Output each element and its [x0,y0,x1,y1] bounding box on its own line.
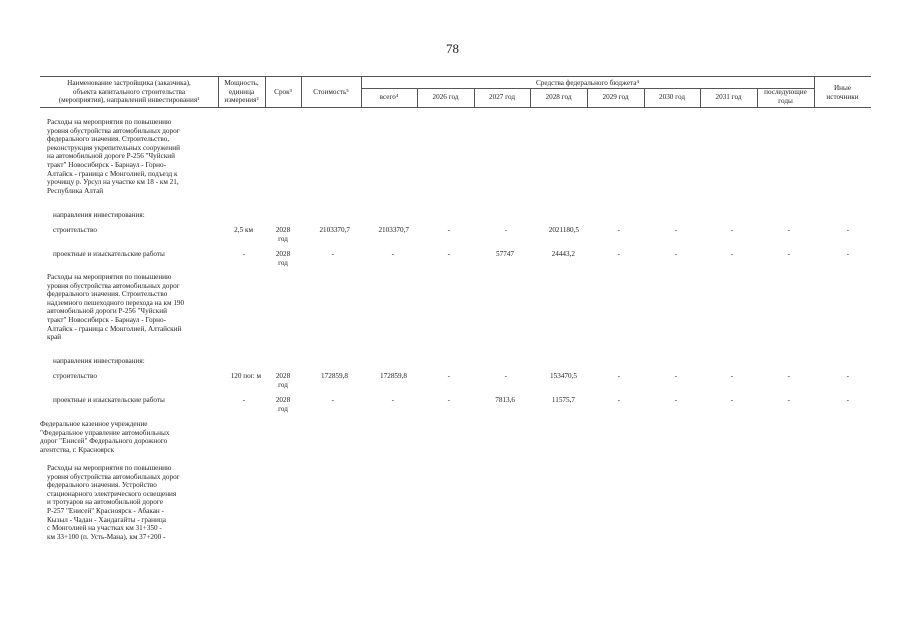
description-line: реконструкция укрепительных сооружений [47,143,180,152]
row-total: - [391,396,394,404]
header-capacity-line: единица [228,87,255,96]
row-following: - [787,372,790,380]
row-2028: 153470,5 [550,372,577,380]
description-line: Р-257 "Енисей" Красноярск - Абакан - [47,506,164,515]
developer-line: "Федеральное управление автомобильных [40,428,170,437]
row-total: 2103370,7 [378,226,409,234]
directions-label: направления инвестирования: [53,211,145,219]
row-2030: - [674,250,677,258]
row-2029: - [617,372,620,380]
description-line: тракт" Новосибирск - Барнаул - Горно- [47,315,166,324]
developer-line: дорог "Енисей" Федерального дорожного [40,437,168,446]
description-line: на автомобильной дороге Р-256 "Чуйский [47,152,176,161]
developer-line: Федеральное казенное учреждение [40,420,148,428]
header-term: Срок³ [274,88,292,96]
row-capacity: 2,5 км [234,226,253,234]
row-name: проектные и изыскательские работы [53,250,165,258]
row-term [265,372,301,389]
row-term-line: год [278,404,288,413]
row-2029: - [617,396,620,404]
description-line: уровня обустройства автомобильных дорог [47,472,180,481]
row-term-line: 2028 [275,250,291,258]
row-2030: - [674,396,677,404]
row-term-line: год [278,380,288,389]
row-following: - [787,226,790,234]
header-other-line: Иные [833,84,852,92]
description-line: Расходы на мероприятия по повышению [47,273,172,281]
row-following: - [787,396,790,404]
row-name: проектные и изыскательские работы [53,396,165,404]
description-line: Алтайск - граница с Монголией, Алтайский [47,324,182,333]
row-2031: - [730,250,733,258]
row-other: - [846,396,849,404]
header-name-line: (мероприятия), направлений инвестирования¹ [58,96,200,105]
header-following-line: годы [778,96,793,105]
description-line: урочищу р. Урсул на участке км 18 - км 21, [47,178,179,187]
header-name-line: объекта капитального строительства [72,87,186,96]
description-line: федерального значения. Строительство, [47,135,170,144]
row-2026: - [447,396,450,404]
description-line: уровня обустройства автомобильных дорог [47,281,180,290]
description-line: Алтайск - граница с Монголией, подъезд к [47,169,178,178]
developer-line: агентства, г. Красноярск [40,445,115,454]
header-following-years [757,88,814,105]
description-line: уровня обустройства автомобильных дорог [47,126,180,135]
row-2029: - [617,226,620,234]
page-number: 78 [446,41,459,56]
directions-label: направления инвестирования: [53,357,145,365]
row-2027: - [504,372,507,380]
row-2027: 7813,6 [495,396,515,404]
row-term [265,396,301,413]
row-term [265,250,301,267]
header-cost: Стоимость⁵ [313,88,349,96]
row-name: строительство [53,226,97,234]
row-2029: - [617,250,620,258]
description-line: тракт" Новосибирск - Барнаул - Горно- [47,160,166,169]
row-2031: - [730,226,733,234]
header-total: всего⁴ [379,93,399,101]
row-2031: - [730,372,733,380]
row-2028: 24443,2 [551,250,575,258]
row-2027: - [504,226,507,234]
description-line: Расходы на мероприятия по повышению [47,118,172,126]
description-line: автомобильной дороги Р-256 "Чуйский [47,307,167,316]
project-description [47,464,180,541]
header-2027: 2027 год [489,93,515,101]
row-cost: 172859,8 [321,372,348,380]
header-following-line: последующие [764,88,807,96]
header-2030: 2030 год [659,93,685,101]
header-other-sources [814,84,871,101]
description-line: с Монголией на участках км 31+350 - [47,524,162,533]
row-other: - [846,372,849,380]
row-capacity: 120 пог. м [230,372,261,380]
project-description [47,118,180,195]
row-2027: 57747 [496,250,514,258]
header-name-line: Наименование застройщика (заказчика), [67,79,191,87]
row-2028: 11575,7 [551,396,575,404]
row-2026: - [447,226,450,234]
header-capacity [218,79,265,105]
description-line: стационарного электрического освещения [47,489,177,498]
row-cost: 2103370,7 [319,226,350,234]
header-2026: 2026 год [432,93,459,101]
row-name: строительство [53,372,97,380]
header-2028: 2028 год [545,93,572,101]
description-line: и тротуаров на автомобильной дороге [47,498,163,507]
row-term-line: 2028 [275,396,291,404]
description-line: Республика Алтай [47,186,104,195]
row-2030: - [674,226,677,234]
row-following: - [787,250,790,258]
description-line: Расходы на мероприятия по повышению [47,464,172,472]
description-line: федерального значения. Строительство [47,290,168,299]
row-term [265,226,301,243]
project-description [47,273,184,342]
row-total: 172859,8 [380,372,407,380]
row-capacity: - [242,250,245,258]
description-line: надземного пешеходного перехода на км 190 [47,298,185,307]
header-other-line: источники [826,92,859,101]
header-2031: 2031 год [715,93,742,101]
description-line: федерального значения. Устройство [47,481,157,490]
row-total: - [391,250,394,258]
row-2026: - [447,250,450,258]
row-cost: - [331,250,334,258]
row-cost: - [331,396,334,404]
row-term-line: год [278,234,288,243]
header-capacity-line: измерения² [224,96,259,105]
header-2029: 2029 год [602,93,629,101]
description-line: Кызыл - Чадан - Хандагайты - граница [47,515,166,524]
row-term-line: год [278,258,288,267]
row-capacity: - [242,396,245,404]
header-federal-budget: Средства федерального бюджета⁴ [536,79,639,87]
description-line: край [47,333,62,342]
row-2030: - [674,372,677,380]
header-top-rule [40,76,871,77]
row-other: - [846,250,849,258]
row-other: - [846,226,849,234]
row-term-line: 2028 [275,372,291,380]
row-term-line: 2028 [275,226,291,234]
row-2026: - [447,372,450,380]
row-2028: 2021180,5 [548,226,579,234]
description-line: км 33+100 (п. Усть-Мана), км 37+200 - [47,532,166,541]
header-capacity-line: Мощность, [224,79,259,87]
row-2031: - [730,396,733,404]
developer-name [40,420,169,454]
header-name [40,79,218,105]
header-bottom-rule [40,107,871,108]
